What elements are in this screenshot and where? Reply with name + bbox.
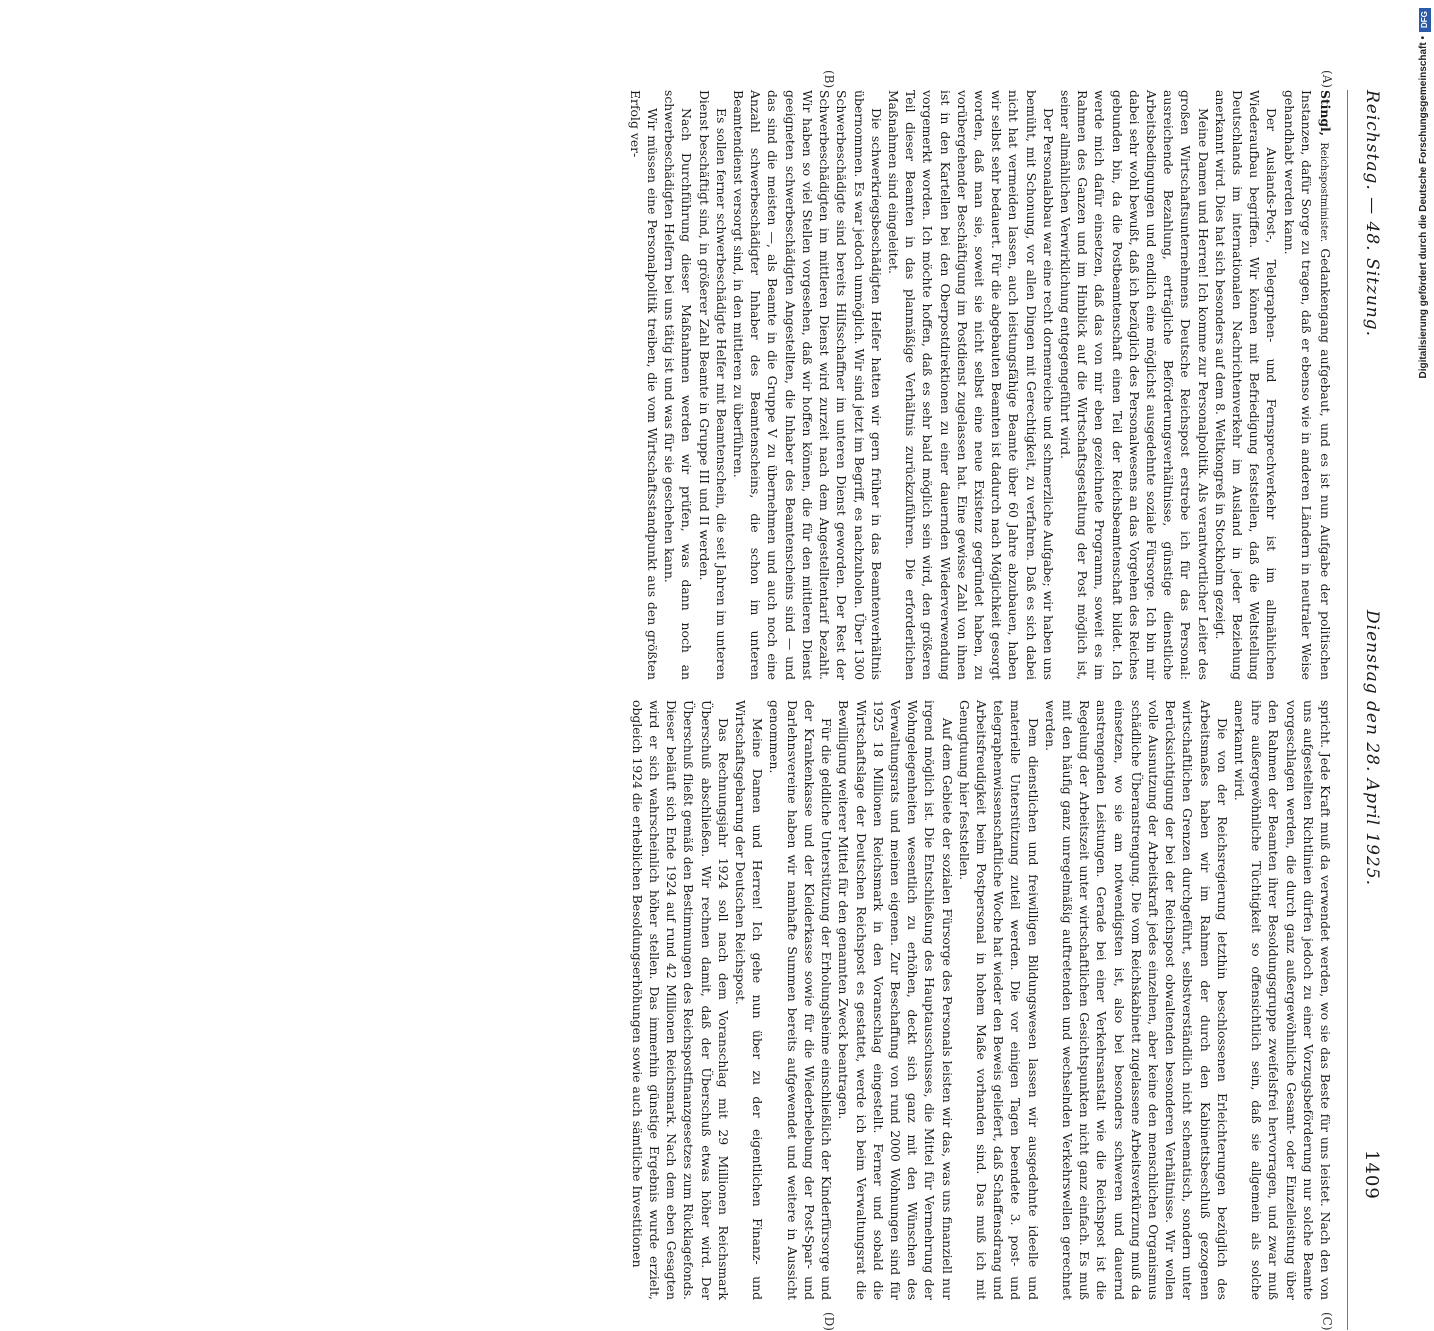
right-column: [629, 700, 1334, 1300]
paragraph: Für die geldliche Unterstützung der Erholungsheime einschließlich der Kinderfürsorge und der Krankenkasse und der Kleiderkasse sowie für die Wiederbelebung der Post-Spar- und Darlehnsvereine haben wir namhafte Summen bereits aufgewendet und weitere in Aussicht genommen.: [767, 700, 835, 1300]
header-rule: [1347, 90, 1348, 1330]
speaker-name: Stingl,: [1318, 90, 1333, 137]
paragraph: Es sollen ferner schwerbeschädigte Helfer mit Beamtenschein, die seit Jahren im unteren Dienst beschäftigt sind, in größerer Zahl Beamte in Gruppe III und II werden.: [696, 90, 729, 680]
digitization-credit: [1418, 36, 1430, 726]
header-date: Dienstag den 28. April 1925.: [1362, 610, 1382, 887]
margin-marker-c: (C): [1320, 1312, 1334, 1331]
paragraph: Dem dienstlichen und freiwilligen Bildungswesen lassen wir ausgedehnte ideelle und materielle Unterstützung zuteil werden. Die vor einigen Tagen beendete 3. post- und telegraphenwissenschaftliche Woche hat wieder den Beweis geliefert, daß Schaffensdrang und Arbeitsfreudigkeit beim Postpersonal in hohem Maße vorhanden sind. Das muß ich mit Genugtuung hier feststellen.: [956, 700, 1041, 1300]
credit-text: Digitalisierung gefördert durch die Deutsche Forschungsgemeinschaft •: [1418, 36, 1429, 379]
margin-marker-a: (A): [1320, 70, 1334, 89]
paragraph-text: Gedankengang aufgebaut, und es ist nun Aufgabe der politischen Instanzen, dafür Sorge zu tragen, daß er ebenso wie in anderen Ländern in neutraler Weise gehandhabt werden kann.: [1281, 90, 1333, 680]
paragraph: Das Rechnungsjahr 1924 soll nach dem Voranschlag mit 29 Millionen Reichsmark Überschuß abschließen. Wir rechnen damit, daß der Überschuß etwas höher wird. Der Überschuß fließt gemäß den Bestimmungen des Reichspostfinanzgesetzes zum Rücklagefonds. Dieser beläuft sich Ende 1924 auf rund 42 Millionen Reichsmark. Nach dem eben Gesagten wird er sich wahrscheinlich höher stellen. Das immerhin günstige Ergebnis wurde erzielt, obgleich 1924 die erheblichen Besoldungserhöhungen sowie auch sämtliche Investitionen: [629, 700, 731, 1300]
paragraph: Wir müssen eine Personalpolitik treiben, die vom Wirtschaftsstandpunkt aus den größten Erfolg ver-: [627, 90, 661, 680]
speaker-role: Reichspostminister.: [1318, 142, 1329, 243]
paragraph: Die von der Reichsregierung letzthin beschlossenen Erleichterungen bezüglich des Arbeitsmaßes haben wir im Rahmen der durch den Kabinettsbeschluß gezogenen wirtschaftlichen Grenzen durchgeführt, selbstverständlich nicht schematisch, sondern unter Berücksichtigung der bei der Reichspost obwaltenden besonderen Verhältnisse. Wir wollen volle Ausnutzung der Arbeitskraft jedes einzelnen, aber keine den menschlichen Organismus schädliche Überanstrengung. Die vom Reichskabinett zugelassene Arbeitsverkürzung muß da einsetzen, wo sie am notwendigsten ist, also bei besonders schweren und dauernd anstrengenden Leistungen. Gerade bei einer Verkehrsanstalt wie die Reichspost ist die Regelung der Arbeitszeit unter wirtschaftlichen Gesichtspunkten nicht ganz einfach. Es muß mit den häufig ganz unregelmäßig auftretenden und wechselnden Verkehrswellen gerechnet werden.: [1042, 700, 1230, 1300]
dfg-logo: DFG: [1419, 8, 1431, 32]
paragraph: Auf dem Gebiete der sozialen Fürsorge des Personals leisten wir das, was uns finanziell nur irgend möglich ist. Die Entschließung des Hauptausschusses, die Mittel für Vermehrung der Wohngelegenheiten wesentlich zu erhöhen, deckt sich ganz mit den Wünschen des Verwaltungsrats und meinen eigenen. Zur Beschaffung von rund 2000 Wohnungen sind für 1925 18 Millionen Reichsmark in den Voranschlag eingestellt. Ferner und sobald die Wirtschaftslage der Deutschen Reichspost es gestattet, werde ich beim Verwaltungsrat die Bewilligung weiterer Mittel für den genannten Zweck beantragen.: [836, 700, 955, 1300]
paragraph: Nach Durchführung dieser Maßnahmen werden wir prüfen, was dann noch an schwerbeschädigten Helfern bei uns tätig ist und was für sie geschehen kann.: [662, 90, 695, 680]
page-number: 1409: [1361, 1150, 1382, 1200]
paragraph: Der Auslands-Post-, Telegraphen- und Fernsprechverkehr ist im allmählichen Wiederaufbau begriffen. Wir können mit Befriedigung feststellen, daß die Weltstellung Deutschlands im internationalen Nachrichtenverkehr im Ausland in jeder Beziehung anerkannt wird. Dies hat sich besonders auf dem 8. Weltkongreß in Stockholm gezeigt.: [1212, 90, 1280, 680]
margin-marker-d: (D): [822, 1312, 836, 1331]
paragraph: Meine Damen und Herren! Ich komme zur Personalpolitik. Als verantwortlicher Leiter des großen Wirtschaftsunternehmens Deutsche Reichspost erstrebe ich für das Personal: ausreichende Bezahlung, erträgliche Beförderungsverhältnisse, günstige dienstliche Arbeitsbedingungen und endlich eine möglichst ausgedehnte soziale Fürsorge. Ich bin mir dabei sehr wohl bewußt, daß ich bezüglich des Personalwesens an das Vorgehen des Reiches gebunden bin, da die Postbeamtenschaft einen Teil der Reichsbeamtenschaft bildet. Ich werde mich dafür einsetzen, daß das von mir eben gezeichnete Programm, soweit es im Rahmen des Ganzen und im Hinblick auf die Wirtschaftsgestaltung der Post möglich ist, seiner allmählichen Verwirklichung entgegengeführt wird.: [1057, 90, 1211, 680]
page-header: [1346, 90, 1382, 1310]
header-left: Reichstag. — 48. Sitzung.: [1362, 90, 1382, 338]
paragraph: Meine Damen und Herren! Ich gehe nun über zu der eigentlichen Finanz- und Wirtschaftsgebarung der Deutschen Reichspost.: [733, 700, 766, 1300]
left-column: [627, 90, 1334, 680]
paragraph: [1280, 90, 1334, 680]
paragraph: Der Personalabbau war eine recht dornenreiche und schmerzliche Aufgabe; wir haben uns bemüht, mit Schonung, vor allen Dingen mit Gerechtigkeit, zu verfahren. Daß es sich dabei nicht hat vermeiden lassen, auch leistungsfähige Beamte über 60 Jahre abzubauen, haben wir selbst sehr bedauert. Für die abgebauten Beamten ist dadurch nach Möglichkeit gesorgt worden, daß man sie, soweit sie nicht selbst eine neue Existenz gegründet haben, zu vorübergehender Beschäftigung im Postdienst zugelassen hat. Eine gewisse Zahl von ihnen ist in den Kartellen bei den Oberpostdirektionen zu einer dauernden Wiederverwendung vorgemerkt worden. Ich möchte hoffen, daß es sehr bald möglich sein wird, den größeren Teil dieser Beamten in das planmäßige Verhältnis zurückzuführen. Die erforderlichen Maßnahmen sind eingeleitet.: [885, 90, 1056, 680]
paragraph: Die schwerkriegsbeschädigten Helfer hatten wir gern früher in das Beamtenverhältnis übernommen. Es war jedoch unmöglich. Wir sind jetzt im Begriff, es nachzuholen. Über 1300 Schwerbeschädigte sind bereits Hilfsschaffner im unteren Dienst geworden. Der Rest der Schwerbeschädigten im mittleren Dienst wird zurzeit nach dem Angestelltentarif bezahlt. Wir haben so viel Stellen vorgesehen, daß wir hoffen können, die für den mittleren Dienst geeigneten schwerbeschädigten Angestellten, die Inhaber des Beamtenscheins sind — und das sind die meisten —, als Beamte in die Gruppe V zu übernehmen und auch noch eine Anzahl schwerbeschädigter Inhaber des Beamtenscheins, die schon im unteren Beamtendienst versorgt sind, in den mittleren zu überführen.: [731, 90, 884, 680]
margin-marker-b: (B): [822, 70, 836, 89]
paragraph: spricht. Jede Kraft muß da verwendet werden, wo sie das Beste für uns leistet. Nach den von uns aufgestellten Richtlinien dürfen jedoch zu einer Vorzugsbeförderung nur solche Beamte vorgeschlagen werden, die durch ganz außergewöhnliche Gesamt- oder Einzelleistung über den Rahmen der Beamten ihrer Besoldungsgruppe zweifelsfrei hervorragen, und zwar muß ihre außergewöhnliche Tüchtigkeit so offensichtlich sein, daß sie allgemein als solche anerkannt wird.: [1231, 700, 1333, 1300]
